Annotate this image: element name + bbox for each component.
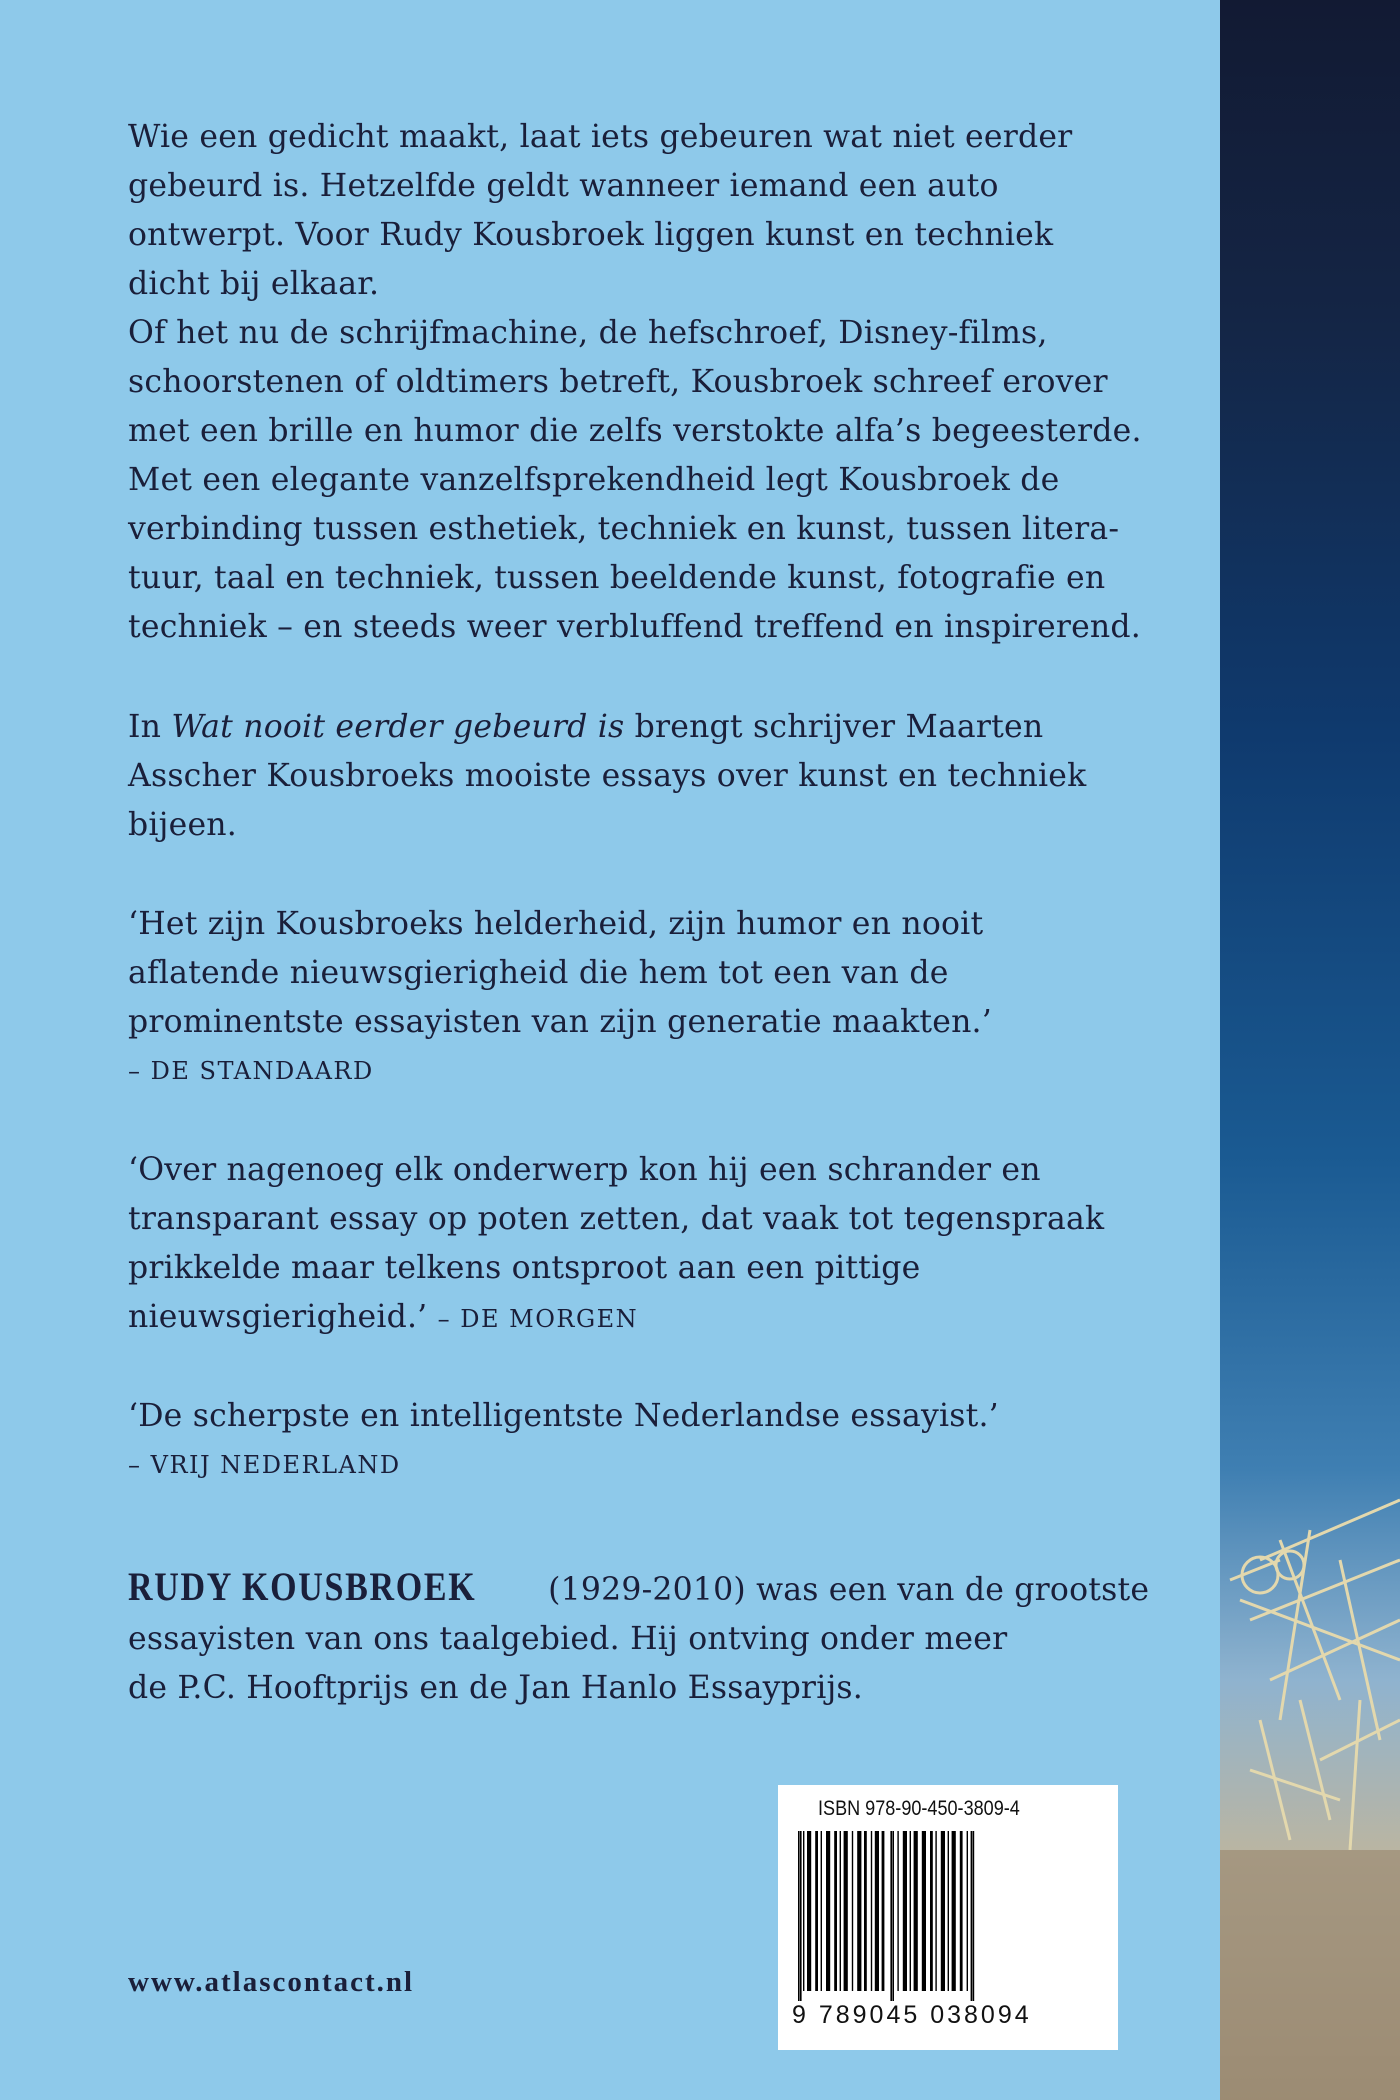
- author-bio-line: de P.C. Hooftprijs en de Jan Hanlo Essayprijs.: [128, 1670, 864, 1706]
- quote-line: ‘De scherpste en intelligentste Nederlandse essayist.’: [128, 1398, 999, 1434]
- book-intro-prefix: In: [128, 709, 172, 745]
- intro-line: techniek – en steeds weer verbluffend treffend en inspirerend.: [128, 609, 1142, 645]
- book-intro-rest: brengt schrijver Maarten: [624, 709, 1044, 745]
- barcode-bar: [875, 1831, 879, 1991]
- barcode-guard-bar: [892, 1831, 894, 2001]
- barcode-bar: [803, 1831, 804, 1991]
- book-intro-paragraph: [128, 703, 1188, 850]
- quote-source: – VRIJ NEDERLAND: [128, 1451, 401, 1479]
- barcode-guard-bar: [798, 1831, 800, 2001]
- book-intro-line: bijeen.: [128, 807, 237, 843]
- barcode-bar: [844, 1831, 848, 1991]
- barcode-bar: [897, 1831, 898, 1991]
- intro-line: Of het nu de schrijfmachine, de hefschroef, Disney-films,: [128, 315, 1048, 351]
- author-bio-line: essayisten van ons taalgebied. Hij ontving onder meer: [128, 1621, 1008, 1657]
- quote-line: [128, 1293, 1188, 1344]
- author-bio: [128, 1562, 1188, 1713]
- quote-line: transparant essay op poten zetten, dat vaak tot tegenspraak: [128, 1201, 1105, 1237]
- barcode-bar: [864, 1831, 867, 1991]
- quote-last-line: nieuwsgierigheid.’: [128, 1299, 438, 1335]
- author-name: RUDY KOUSBROEK: [128, 1564, 477, 1609]
- isbn-label: ISBN 978-90-450-3809-4: [818, 1797, 1020, 1820]
- book-title: Wat nooit eerder gebeurd is: [171, 709, 625, 745]
- author-bio-line: [128, 1562, 1188, 1615]
- barcode-bar: [948, 1831, 949, 1991]
- isbn-digits: 9 789045 038094: [792, 2001, 1032, 2029]
- quote-line: ‘Over nagenoeg elk onderwerp kon hij een schrander en: [128, 1152, 1041, 1188]
- review-quote-vrij-nederland: [128, 1392, 1188, 1490]
- quote-line: prikkelde maar telkens ontsproot aan een pittige: [128, 1250, 921, 1286]
- quote-source: – DE STANDAARD: [128, 1057, 374, 1085]
- intro-paragraph: [128, 113, 1188, 652]
- barcode-bar: [922, 1831, 926, 1991]
- spine-photo: [1220, 0, 1400, 2100]
- author-bio-rest: (1929-2010) was een van de grootste: [537, 1572, 1150, 1608]
- barcode-bar: [852, 1831, 853, 1991]
- isbn-barcode: [778, 1785, 1118, 2050]
- intro-line: verbinding tussen esthetiek, techniek en kunst, tussen litera-: [128, 511, 1120, 547]
- barcode-bar: [826, 1831, 830, 1991]
- barcode-bar: [840, 1831, 841, 1991]
- intro-line: met een brille en humor die zelfs verstokte alfa’s begeesterde.: [128, 413, 1142, 449]
- quote-line: ‘Het zijn Kousbroeks helderheid, zijn humor en nooit: [128, 906, 984, 942]
- intro-line: Wie een gedicht maakt, laat iets gebeuren wat niet eerder: [128, 119, 1073, 155]
- barcode-bar: [935, 1831, 936, 1991]
- quote-source: – DE MORGEN: [437, 1305, 639, 1333]
- book-intro-line: Asscher Kousbroeks mooiste essays over kunst en techniek: [128, 758, 1087, 794]
- barcode-guard-bar: [973, 1831, 975, 2001]
- strandbeest-sculpture-image: [1220, 0, 1400, 2100]
- book-intro-line: [128, 703, 1188, 752]
- barcode-bars: [794, 1831, 1094, 2001]
- barcode-bar: [910, 1831, 911, 1991]
- publisher-url[interactable]: www.atlascontact.nl: [128, 1966, 415, 1998]
- barcode-guard-bar: [890, 1831, 892, 2001]
- intro-line: schoorstenen of oldtimers betreft, Kousbroek schreef erover: [128, 364, 1108, 400]
- intro-line: tuur, taal en techniek, tussen beeldende kunst, fotografie en: [128, 560, 1106, 596]
- intro-line: Met een elegante vanzelfsprekendheid legt Kousbroek de: [128, 462, 1060, 498]
- quote-line: prominentste essayisten van zijn generatie maakten.’: [128, 1004, 992, 1040]
- barcode-bar: [952, 1831, 956, 1991]
- barcode-bar: [815, 1831, 818, 1991]
- barcode-bar: [807, 1831, 811, 1991]
- intro-line: gebeurd is. Hetzelfde geldt wanneer iemand een auto: [128, 168, 999, 204]
- barcode-guard-bar: [971, 1831, 973, 2001]
- barcode-bar: [903, 1831, 907, 1991]
- review-quote-standaard: [128, 900, 1188, 1096]
- quote-line: aflatende nieuwsgierigheid die hem tot een van de: [128, 955, 949, 991]
- barcode-guard-bar: [800, 1831, 802, 2001]
- barcode-bar: [834, 1831, 837, 1991]
- intro-line: dicht bij elkaar.: [128, 266, 380, 302]
- barcode-bar: [960, 1831, 963, 1991]
- barcode-bar: [967, 1831, 968, 1991]
- barcode-bar: [930, 1831, 933, 1991]
- barcode-bar: [941, 1831, 945, 1991]
- review-quote-morgen: [128, 1146, 1188, 1344]
- barcode-bar: [857, 1831, 861, 1991]
- barcode-bar: [914, 1831, 918, 1991]
- intro-line: ontwerpt. Voor Rudy Kousbroek liggen kunst en techniek: [128, 217, 1054, 253]
- barcode-bar: [882, 1831, 885, 1991]
- barcode-bar: [821, 1831, 822, 1991]
- barcode-bar: [871, 1831, 872, 1991]
